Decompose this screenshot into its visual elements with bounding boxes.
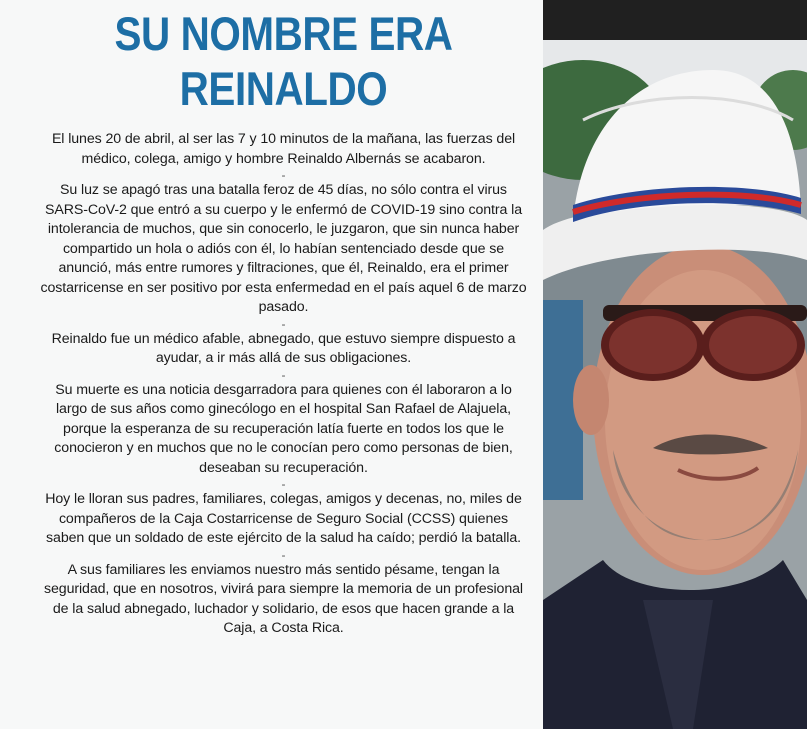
paragraph-2: Su luz se apagó tras una batalla feroz de 45 días, no sólo contra el virus SARS-CoV-2 que entró a su cuerpo y le enfermó de COVID-19 sino contra la intolerancia de muchos, que sin conocerlo, le juzgaron, que sin nunca haber compartido un hola o adiós con él, lo habían sentenciado desde que se anunció, más entre rumores y filtraciones, que él, Reinaldo, era el primer costarricense en ser positivo por esta enfermedad en el país aquel 6 de marzo pasado. [40,182,527,315]
paragraph-6: A sus familiares les enviamos nuestro más sentido pésame, tengan la seguridad, que en nosotros, vivirá para siempre la memoria de un profesional de la salud abnegado, luchador y solidario, de esos que hacen grande a la Caja, a Costa Rica. [44,561,523,636]
headline [74,6,493,116]
paragraph-3: Reinaldo fue un médico afable, abnegado, que estuvo siempre dispuesto a ayudar, a ir más allá de sus obligaciones. [51,330,516,366]
separator-3: - [281,367,286,382]
headline-line-2: REINALDO [179,62,388,115]
portrait-illustration [543,0,807,729]
portrait-photo [543,0,807,729]
separator-1: - [281,168,286,182]
separator-4: - [281,477,286,491]
headline-line-1: SU NOMBRE ERA [114,7,453,60]
separator-5: - [281,547,286,562]
paragraph-1: El lunes 20 de abril, al ser las 7 y 10 minutos de la mañana, las fuerzas del médico, colega, amigo y hombre Reinaldo Albernás se acabaron. [51,131,516,167]
separator-2: - [281,316,286,331]
paragraph-4: Su muerte es una noticia desgarradora para quienes con él laboraron a lo largo de sus años como ginecólogo en el hospital San Rafael de Alajuela, porque la esperanza de su recuperación latía fuerte en todos los que le conocieron y en muchos que no le conocían pero como personas de bien, deseaban su recuperación. [54,381,513,476]
article-body [40,130,527,639]
paragraph-5: Hoy le lloran sus padres, familiares, colegas, amigos y decenas, no, miles de compañeros de la Caja Costarricense de Seguro Social (CCSS) quienes saben que un soldado de este ejército de la salud ha caído; perdió la batalla. [45,491,522,546]
